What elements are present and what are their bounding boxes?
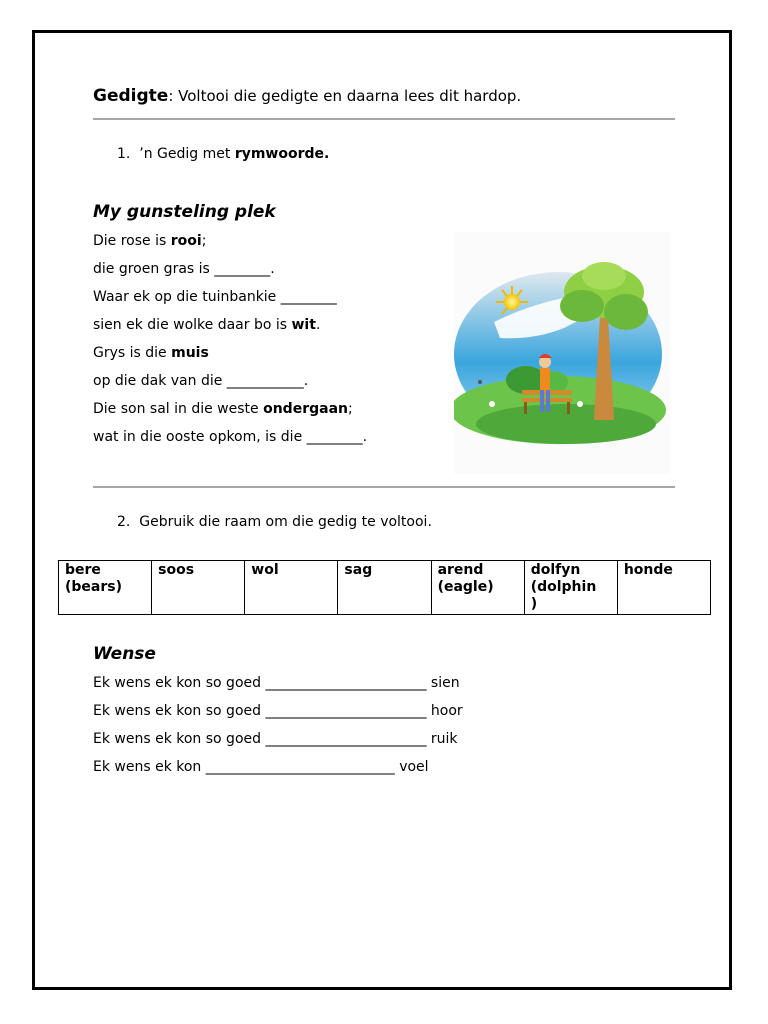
poem-1-line: Waar ek op die tuinbankie ________ (93, 289, 337, 305)
poem-1-line: die groen gras is ________. (93, 261, 275, 277)
word-bank-table (58, 560, 711, 615)
question-1-text: ’n Gedig met (139, 146, 235, 162)
divider-middle (93, 486, 675, 488)
poem-2-line: Ek wens ek kon so goed _______________________ ruik (93, 731, 458, 747)
page-title (93, 86, 521, 106)
word-bank-cell: wol (245, 561, 338, 615)
question-2-text: Gebruik die raam om die gedig te voltooi. (139, 514, 432, 530)
word-bank-row (59, 561, 711, 615)
poem-1-line: sien ek die wolke daar bo is wit. (93, 317, 321, 333)
poem-1-line: Grys is die muis (93, 345, 209, 361)
question-1-bold: rymwoorde. (234, 146, 330, 162)
question-2 (117, 514, 432, 530)
question-1-number: 1. (117, 146, 131, 162)
park-bench-illustration (454, 232, 670, 474)
divider-top (93, 118, 675, 120)
word-bank-cell: soos (152, 561, 245, 615)
poem-2-line: Ek wens ek kon so goed _______________________ hoor (93, 703, 463, 719)
word-bank-cell: sag (338, 561, 431, 615)
word-bank-cell: dolfyn (dolphin ) (524, 561, 617, 615)
page-border (32, 30, 732, 990)
title-instruction: : Voltooi die gedigte en daarna lees dit hardop. (168, 87, 522, 105)
word-bank-cell: honde (617, 561, 710, 615)
poem-1-line: Die son sal in die weste ondergaan; (93, 401, 353, 417)
poem-1-line: wat in die ooste opkom, is die ________. (93, 429, 368, 445)
question-2-number: 2. (117, 514, 131, 530)
poem-1-line: Die rose is rooi; (93, 233, 207, 249)
poem-1-line: op die dak van die ___________. (93, 373, 309, 389)
word-bank-cell: arend (eagle) (431, 561, 524, 615)
question-1 (117, 146, 329, 162)
poem-1-title: My gunsteling plek (93, 202, 276, 222)
poem-2-title: Wense (93, 644, 156, 664)
title-bold: Gedigte (93, 86, 169, 106)
poem-2-line: Ek wens ek kon ___________________________ voel (93, 759, 429, 775)
word-bank-cell: bere (bears) (59, 561, 152, 615)
poem-2-line: Ek wens ek kon so goed _______________________ sien (93, 675, 460, 691)
